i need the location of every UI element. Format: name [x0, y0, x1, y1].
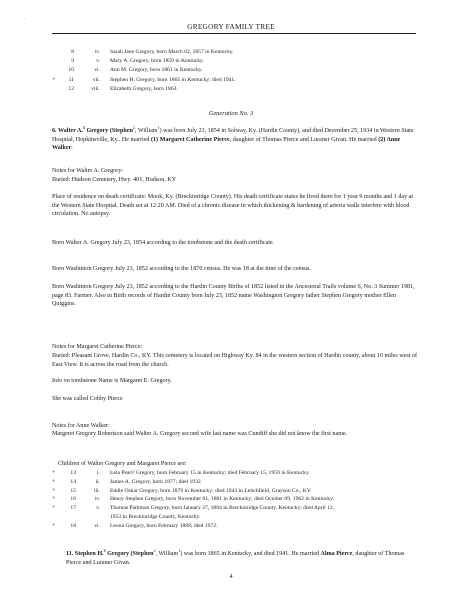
entry-11-rest: ) was born 1865 in Kentucky, and died 1941. He married	[180, 551, 321, 558]
child-text: 1953 in Breckinridge County, Kentucky.	[110, 514, 201, 520]
child-roman-numeral: viii.	[91, 85, 100, 92]
entry-11-sup-gen: 3	[103, 548, 106, 553]
child-plus-marker: +	[52, 487, 56, 494]
anne-note: Margeret Gregory Robertson said Walter A. Gregory second wife last name was Cundiff she did not know the first name.	[52, 431, 348, 437]
child-number: 16	[70, 496, 76, 503]
notes-anne-heading: Notes for Anne Walker:	[52, 423, 110, 429]
child-text: Stephen H. Gregory, born 1865 in Kentucky; died 1941.	[110, 76, 236, 83]
child-text: Ann M. Gregory, born 1861 in Kentucky.	[110, 67, 203, 74]
scan-marks: . '	[24, 16, 94, 21]
born-hardin-note: Born Washinton Gregory July 23, 1852 according to the Hardin County Births of 1852 listed in the Ancestoral Trails volume 6, No. 3 Summer 1981, page 83. Farmer. Also in Birth records of Hardin County born July 23, 1852 name Washington Gregory father Stephen Gregory mother Ellen Quiggins.	[52, 284, 415, 308]
child-roman-numeral: v.	[96, 505, 100, 512]
child-number: 14	[70, 478, 76, 485]
entry-11-father-pre: Gregory (Stephen	[105, 551, 154, 558]
children-heading: Children of Walter Gregory and Margaret Pierce are:	[58, 461, 187, 467]
entry-11-spouse: Alma Pierce	[320, 551, 353, 558]
notes-margaret-heading: Notes for Margaret Catherine Pierce:	[52, 344, 143, 350]
child-roman-numeral: v.	[96, 58, 100, 65]
page-title: GREGORY FAMILY TREE	[187, 22, 275, 31]
child-number: 18	[70, 522, 76, 529]
child-plus-marker: +	[52, 470, 56, 476]
buried-margaret: Buried: Pleasant Grove, Hardin Co., KY. This cemetery is located on Highway Ky. 84 in the western section of Hardin county, about 10 miles west of East View. It is across the road from the church.	[52, 353, 418, 368]
child-number: 10	[68, 67, 74, 74]
child-text: Henry Stephen Gregory, born November 01, 1881 in Kentucky; died October 09, 1962 in Kentucky.	[110, 496, 334, 503]
child-roman-numeral: iv.	[94, 496, 100, 503]
child-text: Leona Gregory, born February 1888; died 1972.	[110, 522, 218, 529]
child-roman-numeral: ii.	[95, 478, 100, 485]
born-census-note: Born Washinton Gregory July 23, 1852 according to the 1870 census. He was 18 at the time of the census.	[52, 266, 312, 272]
child-text: Lela Pearl² Gregory, born February 15 in Kentucky; died February 15, 1959 in Kentucky.	[110, 470, 310, 476]
entry-6-walter	[52, 124, 418, 153]
child-plus-marker: +	[52, 505, 56, 512]
child-roman-numeral: vi.	[94, 522, 100, 529]
child-roman-numeral: i.	[97, 470, 100, 476]
child-text: Eddie Oskar Gregory, born 1879 in Kentucky; died 1943 in Leitchfield, Grayson Co., KY.	[110, 487, 312, 494]
page-number: 4	[229, 573, 233, 580]
child-text: Elizabeth Gregory, born 1863.	[110, 85, 178, 92]
residence-note: Place of residence on death certificate: Mook, Ky. (Breckinridge County). His death certificate states he lived there for 1 year 9 months and 1 day at the Western State Hospital. Death set at 12:20 AM. Died of a chronic disease in which thickening & hardening of arteria walls interfere with blood circulation. No autopsy.	[52, 194, 414, 218]
born-tombstone-note: Born Walter A. Gregory July 23, 1854 according to the tombstone and the death certificate.	[52, 240, 275, 246]
entry-6-spouse-2: (2) Anne Walker	[52, 136, 401, 152]
entry-6-sup-2: 2	[132, 125, 135, 130]
child-text: Thomas Parkman Gregory, born January 27, 1884 in Breckinridge County, Kentucky; died April 12,	[110, 505, 335, 512]
child-number: 11	[68, 76, 74, 83]
child-number: 17	[70, 505, 76, 512]
buried-walter: Buried: Hudson Cemetery, Hwy. 401, Hudson, KY	[52, 177, 177, 183]
generation-heading: Generation No. 3	[208, 110, 254, 117]
child-text: James A. Gregory, born 1877; died 1932.	[110, 478, 203, 485]
child-plus-marker: +	[52, 496, 56, 503]
child-text: Sarah Jane Gregory, born March 02, 1857 in Kentucky.	[110, 49, 234, 55]
child-plus-marker: +	[52, 76, 56, 83]
notes-walter-heading: Notes for Walter A. Gregory:	[52, 168, 123, 174]
called-note: She was called Cobby Pierce	[52, 396, 123, 402]
child-number: 15	[70, 487, 76, 494]
entry-11-father-mid: , William	[155, 551, 179, 558]
entry-11-end: , daughter of Thomas Pierce and Luraner Givan.	[66, 551, 405, 566]
entry-6-rest: ) was born July 23, 1854 in Solway, Ky. (Hardin County), and died December 25, 1934 in Western State Hospital, Hopkinsville, Ky.. He married	[52, 128, 414, 143]
child-roman-numeral: iii.	[93, 487, 100, 494]
child-plus-marker: +	[52, 478, 56, 485]
entry-6-sup-gen: 3	[82, 125, 85, 130]
entry-6-rest-2: , daughter of Thomas Pierce and Luraner Givan. He married	[229, 136, 379, 143]
entry-6-spouse-1: (1) Margaret Catherine Pierce	[150, 136, 230, 143]
child-roman-numeral: vi.	[94, 67, 100, 74]
entry-6-father-mid: , William	[134, 128, 158, 135]
child-text: Mary A. Gregory, born 1859 in Kentucky.	[110, 58, 204, 65]
entry-11-stephen	[66, 547, 418, 567]
child-number: 8	[71, 49, 74, 55]
entry-11-lead: 11. Stephen H.	[66, 551, 104, 558]
entry-6-lead: 6. Walter A.	[52, 128, 83, 135]
child-number: 13	[70, 470, 76, 476]
child-plus-marker: +	[52, 522, 56, 529]
tombstone-name-note: Info on tombstone Name is Margaret E. Gregory.	[52, 378, 172, 384]
child-number: 12	[68, 85, 74, 92]
header-rule	[52, 33, 416, 34]
child-roman-numeral: iv.	[94, 49, 100, 55]
entry-11-sup-2: 2	[153, 548, 156, 553]
entry-6-end: .	[71, 145, 73, 152]
child-roman-numeral: vii.	[92, 76, 100, 83]
entry-6-father-pre: Gregory (Stephen	[84, 128, 133, 135]
entry-11-sup-1: 1	[178, 548, 181, 553]
child-number: 9	[71, 58, 74, 65]
entry-6-sup-1: 1	[157, 125, 160, 130]
